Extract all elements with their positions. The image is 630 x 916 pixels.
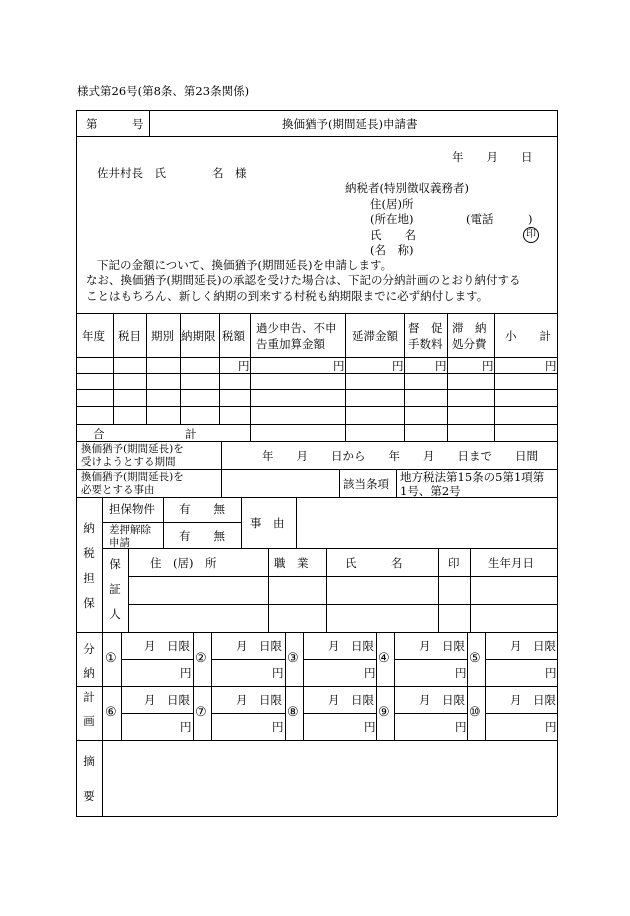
reason-label: 事 由 [250, 516, 285, 530]
yen-unit: 円 [482, 359, 494, 373]
reason-row-bottom [76, 497, 557, 498]
col-line [219, 313, 220, 424]
clause-text-2: 1号、第2号 [400, 484, 461, 498]
side-char: 納 [83, 521, 95, 535]
cell-mid-line [121, 713, 193, 714]
col-penalty-line2: 告重加算金額 [256, 337, 325, 351]
installment-yen[interactable]: 円 [272, 720, 284, 734]
col-due-date: 納期限 [181, 329, 216, 343]
installment-col-line [376, 632, 377, 740]
statement-line-2: なお、換価猶予(期間延長)の承認を受けた場合は、下記の分納計画のとおり納付する [86, 273, 521, 287]
remarks-char: 摘 [83, 754, 95, 768]
guarantor-col-line [268, 548, 269, 632]
yen-unit: 円 [392, 359, 404, 373]
installment-yen[interactable]: 円 [180, 720, 192, 734]
num-divider [211, 632, 212, 740]
side-char: 計 [83, 690, 95, 704]
reason-label-2: 必要とする事由 [81, 484, 155, 496]
cell-mid-line [485, 713, 557, 714]
side-char: 税 [83, 546, 95, 560]
guarantor-col-address: 住 (居) 所 [150, 556, 217, 570]
guarantor-col-line [470, 548, 471, 632]
installment-number: ① [105, 651, 117, 666]
col-period: 期別 [151, 329, 174, 343]
col-subtotal: 小 計 [505, 329, 551, 343]
cell-mid-line [121, 659, 193, 660]
guarantor-header-bottom [128, 576, 557, 577]
col-year: 年度 [82, 329, 105, 343]
clause-divider-left [339, 469, 340, 497]
phone-label[interactable]: (電話 ) [466, 212, 533, 226]
side-char: 担 [83, 571, 95, 585]
cell-mid-line [211, 659, 285, 660]
col-line [113, 313, 114, 424]
name-sub-label: (名 称) [370, 243, 414, 257]
period-label-2: 受けようとする期間 [81, 456, 176, 468]
installment-date[interactable]: 月 日限 [510, 693, 556, 707]
col-line [250, 313, 251, 441]
yen-unit: 円 [545, 359, 557, 373]
reason-label-1: 換価猶予(期間延長)を [81, 471, 184, 483]
frame-right [557, 110, 558, 816]
cell-mid-line [211, 713, 285, 714]
installment-number: ② [195, 651, 207, 666]
installment-col-line [193, 632, 194, 740]
remarks-char: 要 [83, 789, 95, 803]
col-dunning-line1: 督 促 [408, 321, 443, 335]
installment-number: ③ [287, 651, 299, 666]
installment-number: ⑤ [469, 651, 481, 666]
side-char: 納 [83, 666, 95, 680]
cell-mid-line [485, 659, 557, 660]
guarantor-col-name: 氏 名 [345, 556, 403, 570]
table-row-line [76, 389, 557, 390]
col-line [494, 313, 495, 441]
installment-number: ④ [378, 651, 390, 666]
side-char: 画 [83, 714, 95, 728]
side-char: 分 [83, 642, 95, 656]
clause-label: 該当条項 [343, 477, 389, 491]
col-late-fee: 延滞金額 [352, 329, 398, 343]
installment-date[interactable]: 月 日限 [419, 693, 465, 707]
installment-yen[interactable]: 円 [272, 666, 284, 680]
seizure-label-2: 申請 [109, 537, 130, 549]
clause-text-1: 地方税法第15条の5第1項第 [400, 470, 545, 484]
installment-yen[interactable]: 円 [364, 720, 376, 734]
installment-date[interactable]: 月 日限 [328, 639, 374, 653]
installment-yen[interactable]: 円 [180, 666, 192, 680]
col-line [146, 313, 147, 424]
number-label: 第 号 [86, 117, 144, 131]
installment-number: ⑨ [378, 705, 390, 720]
installment-yen[interactable]: 円 [545, 720, 557, 734]
table-top-line [76, 313, 557, 314]
cell-mid-line [303, 659, 376, 660]
installment-number: ⑥ [105, 705, 117, 720]
yen-unit: 円 [238, 359, 250, 373]
installment-number: ⑦ [195, 705, 207, 720]
col-delinquency-line2: 処分費 [452, 337, 487, 351]
yen-unit: 円 [435, 359, 447, 373]
guarantor-row-line [128, 604, 557, 605]
remarks-field[interactable] [103, 741, 556, 815]
seal-mark: 印 [523, 227, 539, 243]
form-id: 様式第26号(第8条、第23条関係) [77, 84, 250, 98]
guarantor-col-job: 職 業 [274, 556, 309, 570]
cell-mid-line [394, 713, 467, 714]
installment-yen[interactable]: 円 [455, 720, 467, 734]
seizure-label-1: 差押解除 [109, 524, 151, 536]
installment-yen[interactable]: 円 [364, 666, 376, 680]
guarantor-char: 証 [109, 582, 121, 596]
guarantor-char: 人 [109, 607, 121, 621]
taxpayer-label: 納税者(特別徴収義務者) [345, 181, 469, 195]
col-line [345, 313, 346, 441]
num-divider [485, 632, 486, 740]
table-header-bottom [76, 357, 557, 358]
yen-unit: 円 [333, 359, 345, 373]
col-line [404, 313, 405, 441]
installment-date[interactable]: 月 日限 [236, 693, 282, 707]
frame-left [76, 110, 77, 816]
guarantor-col-seal: 印 [448, 556, 460, 570]
reason-divider-right [296, 497, 297, 548]
collateral-label: 担保物件 [109, 502, 155, 516]
col-dunning-line2: 手数料 [408, 337, 443, 351]
col-penalty-line1: 過少申告、不申 [256, 321, 337, 335]
cell-mid-line [394, 659, 467, 660]
installment-date[interactable]: 月 日限 [144, 639, 190, 653]
table-row-line [76, 424, 557, 425]
frame-bottom [76, 816, 557, 817]
installment-date[interactable]: 月 日限 [510, 639, 556, 653]
guarantor-col-birth: 生年月日 [488, 556, 534, 570]
table-row-line [76, 406, 557, 407]
col-delinquency-line1: 滞 納 [452, 321, 487, 335]
col-tax-item: 税目 [118, 329, 141, 343]
installment-number: ⑩ [469, 705, 481, 720]
guarantor-col-line [438, 548, 439, 632]
side-char: 保 [83, 596, 95, 610]
form-title: 換価猶予(期間延長)申請書 [282, 117, 418, 131]
application-date[interactable]: 年 月 日 [452, 150, 533, 164]
header-divider [149, 110, 150, 136]
installment-date[interactable]: 月 日限 [419, 639, 465, 653]
installment-date[interactable]: 月 日限 [328, 693, 374, 707]
name-label[interactable]: 氏 名 [370, 228, 416, 242]
address-label[interactable]: 住(居)所 [370, 197, 414, 211]
security-row-bottom [102, 548, 557, 549]
header-bottom-line [76, 136, 557, 137]
cell-mid-line [303, 713, 376, 714]
installment-yen[interactable]: 円 [455, 666, 467, 680]
total-label: 合 計 [93, 427, 197, 441]
period-label-1: 換価猶予(期間延長)を [81, 443, 184, 455]
statement-line-1: 下記の金額について、換価猶予(期間延長)を申請します。 [97, 258, 393, 272]
collateral-value[interactable]: 有 無 [179, 502, 225, 516]
installment-number: ⑧ [287, 705, 299, 720]
col-line [447, 313, 448, 441]
col-tax-amount: 税額 [222, 329, 245, 343]
installment-col-line [285, 632, 286, 740]
installment-col-line [467, 632, 468, 740]
clause-divider-right [396, 469, 397, 497]
statement-line-3: ことはもちろん、新しく納期の到来する村税も納期限までに必ず納付します。 [86, 289, 489, 303]
installment-yen[interactable]: 円 [545, 666, 557, 680]
num-divider [121, 632, 122, 740]
num-divider [394, 632, 395, 740]
reason-divider-left [241, 497, 242, 548]
installment-date[interactable]: 月 日限 [144, 693, 190, 707]
period-value[interactable]: 年 月 日から 年 月 日まで 日間 [262, 449, 538, 463]
installment-date[interactable]: 月 日限 [236, 639, 282, 653]
table-row-line [76, 373, 557, 374]
num-divider [303, 632, 304, 740]
seizure-value[interactable]: 有 無 [179, 529, 225, 543]
guarantor-char: 保 [109, 557, 121, 571]
guarantor-label-line [128, 548, 129, 632]
addressee: 佐井村長 氏 名 様 [97, 166, 247, 180]
location-label[interactable]: (所在地) [370, 212, 414, 226]
collateral-divider [163, 497, 164, 548]
guarantor-col-line [326, 548, 327, 632]
